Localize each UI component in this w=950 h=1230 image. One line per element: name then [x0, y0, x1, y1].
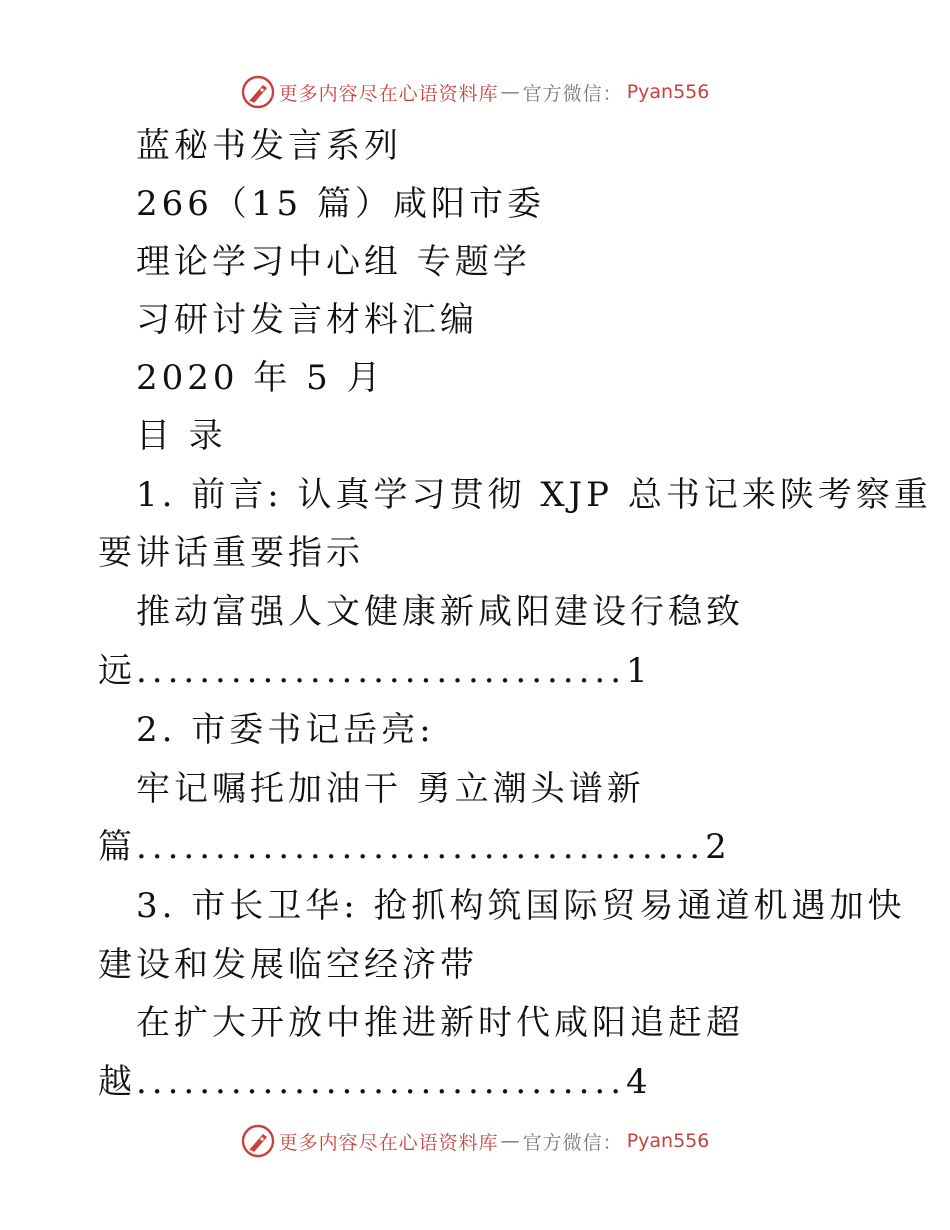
toc-item-3-line-2: 建设和发展临空经济带	[98, 945, 478, 985]
title-line-1: 266（15 篇）咸阳市委	[136, 184, 545, 224]
watermark-wechat-label: 官方微信：	[522, 1131, 623, 1154]
toc-item-2-line-1: 2. 市委书记岳亮:	[136, 710, 435, 750]
toc-item-1-dots: ...............................	[136, 651, 627, 691]
watermark-footer	[0, 1121, 950, 1161]
pen-nib-logo-icon	[241, 75, 275, 109]
toc-item-1-line-2: 要讲话重要指示	[98, 533, 364, 573]
toc-item-3-leader-row[interactable]	[98, 1053, 652, 1111]
toc-item-3-title: 在扩大开放中推进新时代咸阳追赶超	[136, 1003, 744, 1043]
toc-item-2-leader-row[interactable]	[98, 818, 731, 876]
watermark-separator: —	[500, 1130, 521, 1152]
watermark-header	[0, 72, 950, 112]
watermark-wechat-label: 官方微信：	[522, 82, 623, 105]
watermark-separator: —	[500, 81, 521, 103]
pen-nib-logo-icon	[241, 1124, 275, 1158]
title-line-2: 理论学习中心组 专题学	[136, 242, 531, 282]
toc-item-3-dots: ...............................	[136, 1062, 627, 1102]
watermark-brand: 更多内容尽在心语资料库	[278, 1131, 499, 1154]
toc-item-3-page: 4	[626, 1062, 652, 1102]
toc-item-2-title: 牢记嘱托加油干 勇立潮头谱新	[136, 769, 645, 809]
toc-item-2-page: 2	[705, 827, 731, 867]
watermark-brand: 更多内容尽在心语资料库	[278, 82, 499, 105]
series-title: 蓝秘书发言系列	[136, 126, 402, 166]
toc-item-1-leader-row[interactable]	[98, 642, 652, 700]
toc-item-3-tail: 越	[98, 1062, 136, 1102]
toc-item-3-line-1: 3. 市长卫华: 抢抓构筑国际贸易通道机遇加快	[136, 886, 906, 926]
toc-item-2-tail: 篇	[98, 827, 136, 867]
toc-heading: 目 录	[136, 416, 227, 456]
toc-item-1-line-1: 1. 前言: 认真学习贯彻 XJP 总书记来陕考察重	[136, 475, 932, 515]
watermark-wechat-id: Pyan556	[626, 81, 710, 103]
toc-item-1-tail: 远	[98, 651, 136, 691]
toc-item-2-dots: ....................................	[136, 827, 706, 867]
publish-date: 2020 年 5 月	[136, 358, 385, 398]
title-line-3: 习研讨发言材料汇编	[136, 300, 478, 340]
toc-item-1-title: 推动富强人文健康新咸阳建设行稳致	[136, 592, 744, 632]
watermark-wechat-id: Pyan556	[626, 1130, 710, 1152]
toc-item-1-page: 1	[626, 651, 652, 691]
